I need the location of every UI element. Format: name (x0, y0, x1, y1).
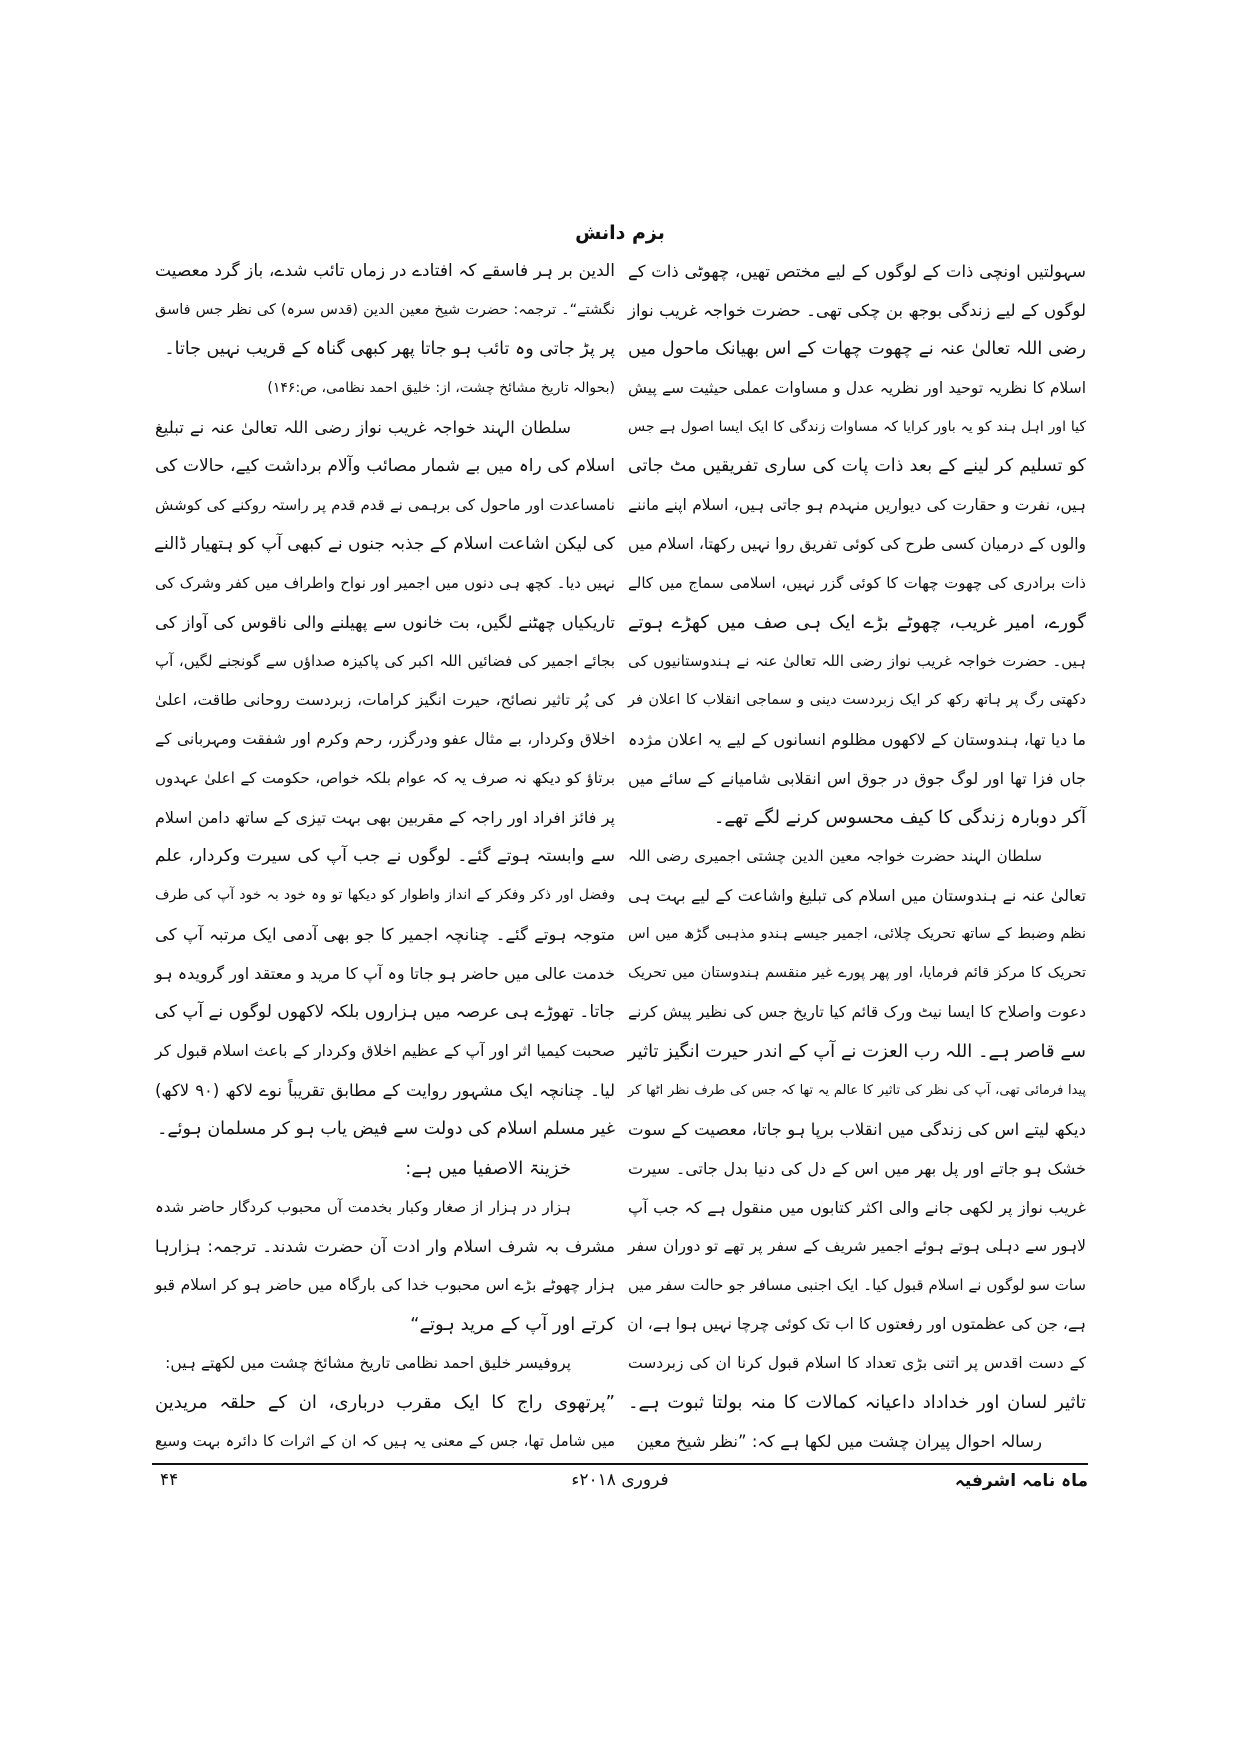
left-column (155, 252, 615, 1461)
right-column-text-line: سہولتیں اونچی ذات کے لوگوں کے لیے مختص تھیں، چھوٹی ذات کے (628, 262, 1086, 281)
right-column-text-line: ہیں۔ حضرت خواجہ غریب نواز رضی اللہ تعالیٰ عنہ نے ہندوستانیوں کی (628, 652, 1086, 670)
left-column-text-line: پر فائز افراد اور راجہ کے مقربین بھی بہت تیزی کے ساتھ دامن اسلام (155, 808, 615, 827)
left-column-text-line: کرتے اور آپ کے مرید ہوتے“ (410, 1314, 615, 1335)
right-column-text-line: ما دیا تھا، ہندوستان کے لاکھوں مظلوم انسانوں کے لیے یہ اعلان مژدہ (628, 730, 1086, 749)
magazine-name: ماہ نامہ اشرفیہ (954, 1471, 1088, 1491)
right-column-text-line: کو تسلیم کر لینے کے بعد ذات پات کی ساری تفریقیں مٹ جاتی (628, 456, 1086, 476)
left-column-text-line: مشرف بہ شرف اسلام وار ادت آن حضرت شدند۔ ترجمہ: ہزارہا (155, 1237, 615, 1256)
right-column-text-line: والوں کے درمیان کسی طرح کی کوئی تفریق روا نہیں رکھتا، اسلام میں (628, 535, 1086, 553)
right-column-text-line: تاثیر لسان اور خداداد داعیانہ کمالات کا منہ بولتا ثبوت ہے۔ (628, 1392, 1086, 1413)
right-column-text-line: نظم وضبط کے ساتھ تحریک چلائی، اجمیر جیسے ہندو مذہبی گڑھ میں اس (628, 926, 1086, 942)
right-column-text-line: لاہور سے دہلی ہوتے ہوئے اجمیر شریف کے سفر پر تھے تو دوران سفر (628, 1237, 1086, 1255)
left-column-text-line: میں شامل تھا، جس کے معنی یہ ہیں کہ ان کے اثرات کا دائرہ بہت وسیع (155, 1432, 615, 1450)
left-column-text-line: خزینۃ الاصفیا میں ہے: (405, 1158, 571, 1179)
left-column-text-line: (بحوالہ تاریخ مشائخ چشت، از: خلیق احمد نظامی، ص:۱۴۶) (267, 380, 615, 396)
right-column-text-line: سات سو لوگوں نے اسلام قبول کیا۔ ایک اجنبی مسافر جو حالت سفر میں (628, 1276, 1086, 1294)
left-column-text-line: لیا۔ چنانچہ ایک مشہور روایت کے مطابق تقریباً نوے لاکھ (۹۰ لاکھ) (155, 1081, 616, 1100)
right-column-text-line: غریب نواز پر لکھی جانے والی اکثر کتابوں میں منقول ہے کہ جب آپ (628, 1198, 1086, 1217)
left-column-text-line: پروفیسر خلیق احمد نظامی تاریخ مشائخ چشت میں لکھتے ہیں: (165, 1354, 571, 1372)
right-column-text-line: اسلام کا نظریہ توحید اور نظریہ عدل و مساوات عملی حیثیت سے پیش (628, 379, 1086, 397)
right-column-text-line: آکر دوبارہ زندگی کا کیف محسوس کرنے لگے تھے۔ (713, 807, 1086, 828)
left-column-text-line: خدمت عالی میں حاضر ہو جاتا وہ آپ کا مرید و معتقد اور گرویدہ ہو (155, 964, 615, 983)
left-column-text-line: نہیں دیا۔ کچھ ہی دنوں میں اجمیر اور نواح واطراف میں کفر وشرک کی (155, 574, 615, 592)
left-column-text-line: نامساعدت اور ماحول کی برہمی نے قدم قدم پر راستہ روکنے کی کوشش (155, 496, 615, 514)
left-column-text-line: ہزار چھوٹے بڑے اس محبوب خدا کی بارگاہ میں حاضر ہو کر اسلام قبو (155, 1276, 615, 1294)
right-column-text-line: جاں فزا تھا اور لوگ جوق در جوق اس انقلابی شامیانے کے سائے میں (628, 769, 1086, 788)
left-column-text-line: بجائے اجمیر کی فضائیں اللہ اکبر کی پاکیزہ صداؤں سے گونجنے لگیں، آپ (155, 652, 615, 670)
right-column-text-line: تعالیٰ عنہ نے ہندوستان میں اسلام کی تبلیغ واشاعت کے لیے بہت ہی (628, 886, 1086, 905)
left-column-text-line: اسلام کی راہ میں بے شمار مصائب وآلام برداشت کیے، حالات کی (155, 456, 615, 476)
right-column-text-line: دکھتی رگ پر ہاتھ رکھ کر ایک زبردست دینی و سماجی انقلاب کا اعلان فر (628, 692, 1086, 708)
right-column-text-line: سلطان الہند حضرت خواجہ معین الدین چشتی اجمیری رضی اللہ (628, 847, 1042, 865)
page-number: ۴۴ (160, 1470, 179, 1490)
left-column-text-line: سلطان الہند خواجہ غریب نواز رضی اللہ تعالیٰ عنہ نے تبلیغ (155, 418, 571, 437)
right-column-text-line: دیکھ لیتے اس کی زندگی میں انقلاب برپا ہو جاتا، معصیت کے سوت (628, 1120, 1086, 1139)
right-column-text-line: ذات برادری کی چھوت چھات کا کوئی گزر نہیں، اسلامی سماج میں کالے (628, 574, 1086, 592)
left-column-text-line: ”پرتھوی راج کا ایک مقرب درباری، ان کے حلقہ مریدین (155, 1392, 615, 1413)
section-title: بزم دانش (575, 222, 665, 244)
right-column-text-line: رضی اللہ تعالیٰ عنہ نے چھوت چھات کے اس بھیانک ماحول میں (628, 339, 1086, 359)
left-column-text-line: سے وابستہ ہوتے گئے۔ لوگوں نے جب آپ کی سیرت وکردار، علم (155, 846, 615, 866)
right-column-text-line: تحریک کا مرکز قائم فرمایا، اور پھر پورے غیر منقسم ہندوستان میں تحریک (628, 965, 1086, 981)
right-column-text-line: ہیں، نفرت و حقارت کی دیواریں منہدم ہو جاتی ہیں، اسلام اپنے ماننے (628, 496, 1086, 514)
right-column-text-line: گورے، امیر غریب، چھوٹے بڑے ایک ہی صف میں کھڑے ہوتے (628, 612, 1086, 633)
left-column-text-line: جاتا۔ تھوڑے ہی عرصہ میں ہزاروں بلکہ لاکھوں لوگوں نے آپ کی (154, 1002, 615, 1022)
left-column-text-line: کی پُر تاثیر نصائح، حیرت انگیز کرامات، زبردست روحانی طاقت، اعلیٰ (155, 691, 615, 709)
left-column-text-line: غیر مسلم اسلام کی دولت سے فیض یاب ہو کر مسلمان ہوئے۔ (157, 1119, 615, 1139)
right-column-text-line: دعوت واصلاح کا ایسا نیٹ ورک قائم کیا تاریخ جس کی نظیر پیش کرنے (628, 1003, 1086, 1021)
left-column-text-line: متوجہ ہوتے گئے۔ چنانچہ اجمیر کا جو بھی آدمی ایک مرتبہ آپ کی (155, 925, 615, 944)
right-column-text-line: رسالہ احوال پیران چشت میں لکھا ہے کہ: ”نظر شیخ معین (636, 1432, 1042, 1451)
left-column-text-line: ہزار در ہزار از صغار وکبار بخدمت آں محبوب کردگار حاضر شدہ (155, 1198, 571, 1216)
left-column-text-line: صحبت کیمیا اثر اور آپ کے عظیم اخلاق وکردار کے باعث اسلام قبول کر (155, 1042, 615, 1060)
left-column-text-line: پر پڑ جاتی وہ تائب ہو جاتا پھر کبھی گناہ کے قریب نہیں جاتا۔ (164, 339, 615, 359)
left-column-text-line: الدین بر ہر فاسقے کہ افتادے در زماں تائب شدے، باز گرد معصیت (155, 261, 615, 281)
right-column-text-line: سے قاصر ہے۔ اللہ رب العزت نے آپ کے اندر حیرت انگیز تاثیر (627, 1041, 1086, 1062)
left-column-text-line: کی لیکن اشاعت اسلام کے جذبہ جنوں نے کبھی آپ کو ہتھیار ڈالنے (154, 534, 615, 554)
issue-date: فروری ۲۰۱۸ء (571, 1470, 669, 1490)
left-column-text-line: اخلاق وکردار، بے مثال عفو ودرگزر، رحم وکرم اور شفقت ومہربانی کے (155, 730, 615, 748)
left-column-text-line: برتاؤ کو دیکھ نہ صرف یہ کہ عوام بلکہ خواص، حکومت کے اعلیٰ عہدوں (155, 769, 615, 787)
footer-divider (152, 1463, 1088, 1465)
left-column-text-line: نگشتے“۔ ترجمہ: حضرت شیخ معین الدین (قدس سرہ) کی نظر جس فاسق (155, 302, 615, 318)
right-column-text-line: کے دست اقدس پر اتنی بڑی تعداد کا اسلام قبول کرنا ان کی زبردست (628, 1354, 1086, 1372)
right-column-text-line: خشک ہو جاتے اور پل بھر میں اس کے دل کی دنیا بدل جاتی۔ سیرت (628, 1159, 1086, 1178)
right-column-text-line: کیا اور اہل ہند کو یہ باور کرایا کہ مساوات زندگی کا ایک ایسا اصول ہے جس (628, 419, 1086, 435)
right-column-text-line: ہے، جن کی عظمتوں اور رفعتوں کا اب تک کوئی چرچا نہیں ہوا ہے، ان (627, 1315, 1086, 1333)
right-column-text-line: لوگوں کے لیے زندگی بوجھ بن چکی تھی۔ حضرت خواجہ غریب نواز (628, 301, 1086, 320)
right-column (628, 252, 1086, 1461)
left-column-text-line: تاریکیاں چھٹنے لگیں، بت خانوں سے پھیلنے والی ناقوس کی آواز کی (155, 613, 615, 632)
right-column-text-line: پیدا فرمائی تھی، آپ کی نظر کی تاثیر کا عالم یہ تھا کہ جس کی طرف نظر اٹھا کر (628, 1083, 1086, 1098)
left-column-text-line: وفضل اور ذکر وفکر کے انداز واطوار کو دیکھا تو وہ خود بہ خود آپ کی طرف (155, 887, 615, 903)
